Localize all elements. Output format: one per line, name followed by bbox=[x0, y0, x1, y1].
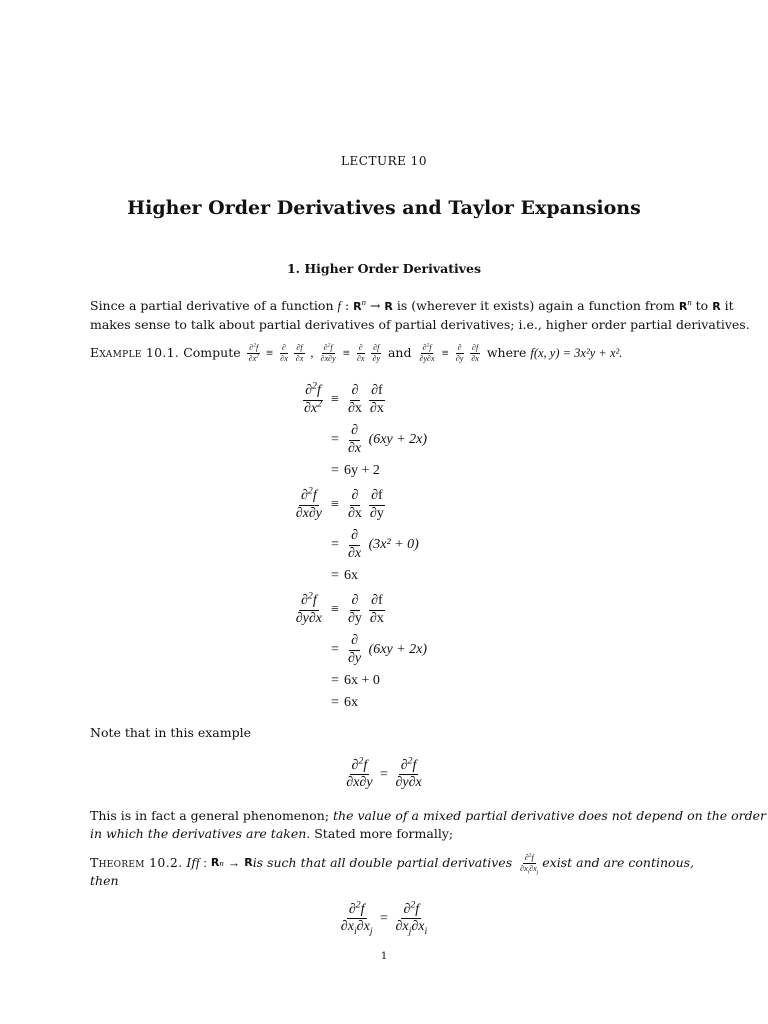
theorem-line-2: then bbox=[90, 873, 119, 888]
equation-block-2: $\frac{\partial^2f}{\partial x\partial y}$ ≡ $\frac{\partial}{\partial x}$ $\frac{\partial f}{\partial y}$ = $\frac{\partial}{\partial x}$ (3x² + 0) = 6x bbox=[295, 485, 419, 583]
intro-paragraph: Since a partial derivative of a function f : $R^n \to R$ is (wherever it exists) again a function from $R^n$ to R it makes sense to talk about partial derivatives of partial derivatives; i.e., higher order partial derivatives. bbox=[90, 296, 750, 332]
theorem-text-b: is such that all double partial derivatives bbox=[252, 855, 513, 870]
lecture-label: LECTURE 10 bbox=[341, 154, 427, 168]
phenomenon-text-b: . Stated more formally; bbox=[306, 826, 454, 841]
theorem-text-c: exist and are continous, bbox=[542, 855, 695, 870]
eq2-step2: (3x² + 0) bbox=[368, 537, 419, 552]
page-number: 1 bbox=[380, 951, 388, 962]
example-and: and bbox=[387, 345, 412, 360]
equation-block-1: $\frac{\partial^2f}{\partial x^2}$ ≡ $\frac{\partial}{\partial x}$ $\frac{\partial f}{\partial x}$ = $\frac{\partial}{\partial x}$ (6xy + 2x) = 6y + 2 bbox=[303, 380, 428, 478]
eq1-step2: (6xy + 2x) bbox=[368, 432, 428, 447]
theorem-line: Theorem 10.2. If f : R n → R is such that all double partial derivatives $\frac{\partial^2f}{\partial x_i\partial x_j}$ exist and are continous, bbox=[90, 852, 695, 876]
eq1-equiv: ≡ bbox=[331, 392, 339, 407]
theorem-label: Theorem 10.2. bbox=[90, 855, 183, 870]
example-label: Example 10.1. bbox=[90, 345, 180, 360]
theorem-equality: $\frac{\partial^2f}{\partial x_i\partial x_j}$ = $\frac{\partial^2f}{\partial x_j\partial x_i}$ bbox=[340, 899, 428, 937]
example-line: Example 10.1. Compute $\frac{\partial^2f}{\partial x^2}$ ≡ $\frac{\partial}{\partial x}$ $\frac{\partial f}{\partial x}$ , $\frac{\partial^2f}{\partial x\partial y}$ ≡ $\frac{\partial}{\partial x}$ $\frac{\partial f}{\partial y}$ and $\frac{\partial^2f}{\partial y\partial x}$ ≡ $\frac{\partial}{\partial y}$ $\frac{\partial f}{\partial x}$ where f(x, y) = 3x²y + x². bbox=[90, 342, 623, 363]
phenomenon-paragraph bbox=[90, 807, 767, 843]
intro-text-b: is (wherever it exists) again a function from bbox=[392, 298, 679, 313]
section-heading: 1. Higher Order Derivatives bbox=[286, 261, 482, 276]
example-where: where bbox=[486, 345, 527, 360]
intro-text-c: to bbox=[691, 298, 713, 313]
phenomenon-italic-b: in which the derivatives are taken bbox=[90, 826, 307, 841]
eq1-result: 6y + 2 bbox=[344, 463, 380, 478]
mixed-partials-equality: $\frac{\partial^2f}{\partial x\partial y}$ = $\frac{\partial^2f}{\partial y\partial x}$ bbox=[346, 755, 422, 791]
example-compute: Compute bbox=[183, 345, 241, 360]
eq2-result: 6x bbox=[344, 568, 358, 583]
eq3-result: 6x bbox=[344, 695, 358, 710]
note-text: Note that in this example bbox=[90, 725, 252, 740]
equation-block-3: $\frac{\partial^2f}{\partial y\partial x}$ ≡ $\frac{\partial}{\partial y}$ $\frac{\partial f}{\partial x}$ = $\frac{\partial}{\partial y}$ (6xy + 2x) = 6x + 0 = 6x bbox=[295, 590, 428, 710]
intro-line-2: makes sense to talk about partial derivatives of partial derivatives; i.e., higher order partial derivatives. bbox=[90, 317, 750, 332]
intro-text-d: it bbox=[720, 298, 734, 313]
eq3-step3: 6x + 0 bbox=[344, 673, 380, 688]
phenomenon-text-a: This is in fact a general phenomenon; bbox=[90, 808, 334, 823]
eq3-step2: (6xy + 2x) bbox=[368, 642, 428, 657]
theorem-text-a: If bbox=[186, 855, 196, 870]
page-title: Higher Order Derivatives and Taylor Expansions bbox=[127, 197, 641, 219]
example-function: f(x, y) = 3x²y + x². bbox=[530, 346, 623, 360]
phenomenon-italic-a: the value of a mixed partial derivative does not depend on the order bbox=[333, 808, 767, 823]
intro-text-a: Since a partial derivative of a function bbox=[90, 298, 338, 313]
